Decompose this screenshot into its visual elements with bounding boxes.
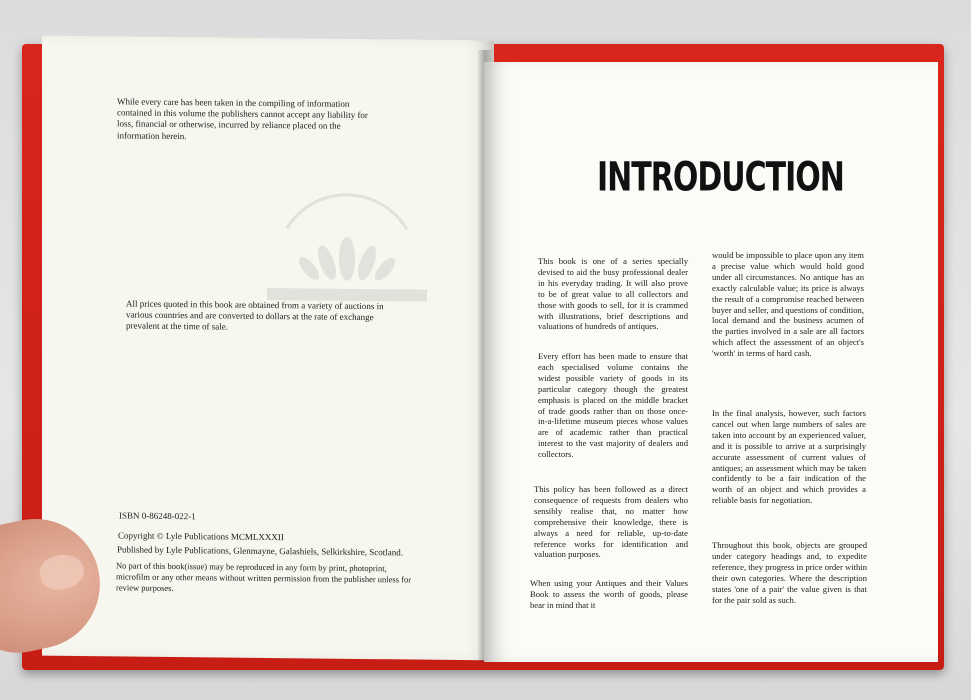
left-page (42, 36, 494, 661)
show-through-emblem (227, 188, 467, 311)
isbn: ISBN 0-86248-022-1 (119, 510, 196, 522)
reproduction-notice: No part of this book(issue) may be reproduced in any form by print, photoprint, microfilm or any other means without written permission from the publisher unless for review purposes. (116, 560, 412, 594)
intro-col2-para2: In the final analysis, however, such factors cancel out when large numbers of sales are taken into account by an experienced valuer, and it is possible to arrive at a surprisingly accurate assessment of current values of antiques; an assessment which may be taken confidently to be a fair indication of the worth of an object and which provides a reliable basis for negotiation. (712, 408, 866, 506)
intro-col1-para1: This book is one of a series specially devised to aid the busy professional dealer in his everyday trading. It will also prove to be of great value to all collectors and those with goods to sell, for it is crammed with illustrations, brief descriptions and valuations of hundreds of antiques. (538, 256, 688, 332)
copyright-line: Copyright © Lyle Publications MCMLXXXII (118, 530, 284, 543)
intro-col2-para3: Throughout this book, objects are grouped under category headings and, to expedite reference, they progress in price order within their own categories. Where the description states 'one of a pair' the value given is that for the pair sold as such. (712, 540, 867, 605)
intro-col1-para3: This policy has been followed as a direct consequence of requests from dealers who sensibly realise that, no matter how comprehensive their knowledge, there is always a need for reliable, up-to-date reference works for identification and valuation purposes. (534, 484, 688, 560)
intro-col2-para1: would be impossible to place upon any item a precise value which would hold good under all circumstances. No antique has an exactly calculable value; its price is always the result of a compromise reached between buyer and seller, and questions of condition, local demand and the business acumen of the parties involved in a sale are all factors which affect the assessment of an object's 'worth' in terms of hard cash. (712, 250, 864, 359)
liability-disclaimer: While every care has been taken in the compiling of information contained in this volume the publishers cannot accept any liability for loss, financial or otherwise, incurred by reliance placed on the information herein. (117, 96, 368, 141)
page-title: INTRODUCTION (597, 154, 844, 202)
prices-note: All prices quoted in this book are obtained from a variety of auctions in various countries and are converted to dollars at the rate of exchange prevalent at the time of sale. (126, 298, 384, 332)
intro-col1-para2: Every effort has been made to ensure that each specialised volume contains the widest possible variety of goods in its particular category though the greatest emphasis is placed on the middle bracket of trade goods rather than on those once-in-a-lifetime museum pieces whose values are of academic rather than practical interest to the vast majority of dealers and collectors. (538, 351, 688, 460)
right-page (484, 62, 938, 662)
intro-col1-para4: When using your Antiques and their Values Book to assess the worth of goods, please bear in mind that it (530, 578, 688, 610)
publisher-line: Published by Lyle Publications, Glenmayne, Galashiels, Selkirkshire, Scotland. (117, 544, 403, 558)
